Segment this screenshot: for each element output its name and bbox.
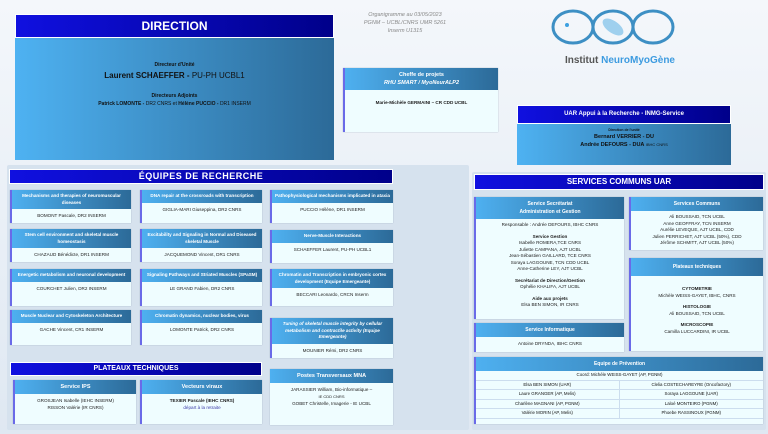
communs-title: Services Communs xyxy=(631,197,763,211)
team-title: Pathophysiological mechanisms implicated in ataxia xyxy=(272,190,393,203)
plateaux-tech-box xyxy=(629,258,763,351)
postes-line: GOBET Christelle, Imagerie - IE UCBL xyxy=(292,401,371,406)
du-label: Directeur d'Unité xyxy=(154,62,195,68)
team-box xyxy=(270,190,393,223)
team-title: Muscle Nuclear and Cytoskeleton Architecture xyxy=(12,310,131,323)
meta-date: Organigramme au 03/05/2023 xyxy=(368,12,442,18)
member-line: Isabelle ROMERA,TCE CNRS xyxy=(518,240,582,245)
service-ips-box xyxy=(13,380,136,424)
vecteurs-box xyxy=(140,380,262,424)
aide-member: Elsa BEN SIMON, IR CNRS xyxy=(521,302,579,307)
secretariat-title: Service Secrétariat xyxy=(527,201,573,207)
team-box xyxy=(270,230,393,263)
postes-title: Postes Transversaux MNA xyxy=(270,369,393,383)
member-line: Anne GEOFFRAY, TCN INSERM xyxy=(663,220,731,226)
informatique-title: Service Informatique xyxy=(476,323,624,337)
team-title: Chromatin dynamics, nuclear bodies, virus xyxy=(142,310,262,323)
services-communs-box xyxy=(629,197,763,250)
platform-member: Camilla LUCCARDINI, IR UCBL xyxy=(664,328,730,334)
postes-box xyxy=(270,369,393,425)
chef-name: Marie-Michèle GERMAINI – CR CDD UCBL xyxy=(375,100,468,105)
prevention-member: Phoebe RASSINOUX (PGNM) xyxy=(620,409,764,419)
institute-logo xyxy=(545,6,695,68)
secretariat-subtitle: Administration et Gestion xyxy=(519,209,581,215)
vecteurs-member: TEXIER Pascale (IEHC CNRS) xyxy=(169,398,235,403)
team-box xyxy=(140,229,262,262)
secretariat-resp: Responsable : Andrée DEFOURS, IBHC CNRS xyxy=(501,222,599,227)
services-header: SERVICES COMMUNS UAR xyxy=(474,174,764,190)
vecteurs-note: départ à la retraite xyxy=(183,405,221,410)
platform-label: HISTOLOGIE xyxy=(682,304,712,309)
team-lead: COURCHET Julien, DR2 INSERM xyxy=(36,285,107,291)
secretariat-box xyxy=(474,197,624,319)
uar-dua: Andrée DEFOURS - DUA IBHC CNRS xyxy=(580,142,668,148)
logo-text: Institut NeuroMyoGène xyxy=(564,55,675,66)
prevention-coord: Coord: Michèle WEISS-GAYET (AP, PGNM) xyxy=(476,371,763,381)
sec-member: Ophélie KHALIFA, AJT UCBL xyxy=(520,284,580,289)
direction-panel xyxy=(15,38,334,160)
meta-unit: PGNM – UCBL/CNRS UMR 5261 xyxy=(363,20,447,26)
team-title: Excitability and Signaling in Normal and Diseased skeletal Muscle xyxy=(142,229,262,248)
member-line: Julien PERRICHET, AJT UCBL (50%), CDD xyxy=(652,233,742,239)
team-title: Nerve-Muscle Interactions xyxy=(272,230,393,243)
platform-member: Michèle WEISS-GAYET, IBHC, CNRS xyxy=(658,292,736,298)
member-line: Jérôme SCHMITT, AJT UCBL (50%) xyxy=(660,240,734,245)
logo-helix-icon xyxy=(545,6,695,48)
prevention-member: Laure GRANGER (AP, Melis) xyxy=(476,390,620,400)
du-name: Laurent SCHAEFFER - PU-PH UCBL1 xyxy=(104,71,245,80)
prevention-member: Laloé MONTEIRO (PGNM) xyxy=(620,400,764,410)
team-lead: BECCARI Leonardo, CRCN Inserm xyxy=(296,292,369,297)
prevention-member: Elsa BEN SIMON (UAR) xyxy=(476,381,620,391)
prevention-member: Charlène MAGNANI (AP, PGNM) xyxy=(476,400,620,410)
team-lead: JACQUEMOND Vincent, DR1 CNRS xyxy=(164,252,240,257)
team-box xyxy=(10,229,131,262)
member-line: Juliette CAMPANA, AJT UCBL xyxy=(518,246,582,252)
team-title: Chromatin and Transcription in embryonic cortex development (Equipe Emergeante) xyxy=(272,269,393,288)
aide-label: Aide aux projets xyxy=(532,295,568,301)
team-box xyxy=(140,310,262,345)
postes-line: JARASSIER William, Bio-informatique – xyxy=(290,387,373,392)
team-box xyxy=(140,190,262,223)
team-lead: CHAZAUD Bénédicte, DR1 INSERM xyxy=(34,252,109,257)
prevention-member: Clelia COSTECHAREYRE (Oncofactory) xyxy=(620,381,764,391)
team-box xyxy=(10,190,131,223)
plateaux-tech-title: Plateaux techniques xyxy=(631,258,763,276)
informatique-box xyxy=(474,323,624,352)
chef-project: RHU SMART / MyoNeurALP2 xyxy=(383,80,460,86)
team-box xyxy=(270,318,393,358)
uar-du: Bernard VERRIER - DU xyxy=(594,134,654,140)
chef-title: Cheffe de projets xyxy=(399,72,444,78)
team-title: Tuning of skeletal muscle integrity by cellular metabolism and contractile activity (Equipe Emergeante) xyxy=(272,318,393,344)
platform-member: Ali BOUSSAID, TCN UCBL xyxy=(669,310,725,316)
team-lead: BOMONT Pascale, DR2 INSERM xyxy=(37,213,106,218)
uar-header: UAR Appui à la Recherche - INMG-Service xyxy=(517,105,731,124)
adj-label: Directeurs Adjoints xyxy=(151,93,198,99)
uar-dir-label: Direction de l'unité xyxy=(608,128,640,132)
postes-line: IE CDD CNRS xyxy=(318,394,345,399)
prevention-box xyxy=(474,357,763,424)
adj-names: Patrick LOMONTE - DR2 CNRS et Hélène PUCCIO - DR1 INSERM xyxy=(98,101,251,107)
member-line: Anne-Catherine LEY, AJT UCBL xyxy=(517,266,583,271)
team-title: Mechanisms and therapies of neuromuscular diseases xyxy=(12,190,131,209)
chart-meta xyxy=(355,11,455,35)
team-box xyxy=(10,269,131,306)
team-lead: PUCCIO Hélène, DR1 INSERM xyxy=(300,206,365,212)
prevention-member: Soraya LAGGOUNE (UAR) xyxy=(620,390,764,400)
team-lead: SCHAEFFER Laurent, PU-PH UCBL1 xyxy=(293,246,372,252)
team-lead: LE GRAND Fabien, DR2 CNRS xyxy=(169,285,235,291)
prevention-title: Equipe de Prévention xyxy=(476,357,763,371)
member-line: Ali BOUSSAID, TCN UCBL xyxy=(669,214,725,219)
sec-label: Secrétariat de Direction/Gestion xyxy=(515,277,585,283)
platform-label: MICROSCOPIE xyxy=(680,322,714,327)
member-line: Aurélie LEVEQUE, AJT UCBL, CDD xyxy=(660,227,734,232)
direction-header: DIRECTION xyxy=(15,14,334,38)
platform-label: CYTOMETRIE xyxy=(681,286,713,291)
team-box xyxy=(270,269,393,306)
ips-title: Service IPS xyxy=(15,380,136,394)
uar-panel xyxy=(517,124,731,165)
team-lead: MOUNIER Rémi, DR2 CNRS xyxy=(302,347,363,353)
member-line: Jean-Sébastien GAILLARD, TCE CNRS xyxy=(509,253,591,258)
team-title: Energetic metabolism and neuronal development xyxy=(12,269,131,282)
ips-member: RISSON Valérie (IR CNRS) xyxy=(47,405,104,410)
member-line: Soraya LAGGOUNE, TCN CDD UCBL xyxy=(510,259,590,265)
equipes-header: ÉQUIPES DE RECHERCHE xyxy=(9,169,393,184)
ips-member: GROSJEAN Isabelle (IEHC INSERM) xyxy=(37,398,114,403)
team-lead: LOMONTE Patrick, DR2 CNRS xyxy=(169,326,235,332)
vecteurs-title: Vecteurs viraux xyxy=(142,380,262,394)
gestion-label: Service Gestion xyxy=(532,233,568,239)
team-title: DNA repair at the crossroads with transcription xyxy=(142,190,262,203)
team-box xyxy=(10,310,131,345)
chef-projets-box xyxy=(343,68,498,132)
informatique-member: Antoine DRYNDA, IBHC CNRS xyxy=(518,341,582,346)
team-title: Signaling Pathways and Striated Muscles (SPaSM) xyxy=(142,269,262,282)
prevention-member: Valérie MORIN (AP, Melis) xyxy=(476,409,620,419)
team-box xyxy=(140,269,262,306)
team-lead: GACHE Vincent, CR1 INSERM xyxy=(39,326,104,332)
plateaux-header: PLATEAUX TECHNIQUES xyxy=(10,362,262,376)
meta-inserm: Inserm U1315 xyxy=(387,28,423,34)
team-lead: GIGLIA-MARI Giuseppina, DR2 CNRS xyxy=(162,206,242,212)
team-title: Stem cell environment and skeletal muscle homeostasis xyxy=(12,229,131,248)
